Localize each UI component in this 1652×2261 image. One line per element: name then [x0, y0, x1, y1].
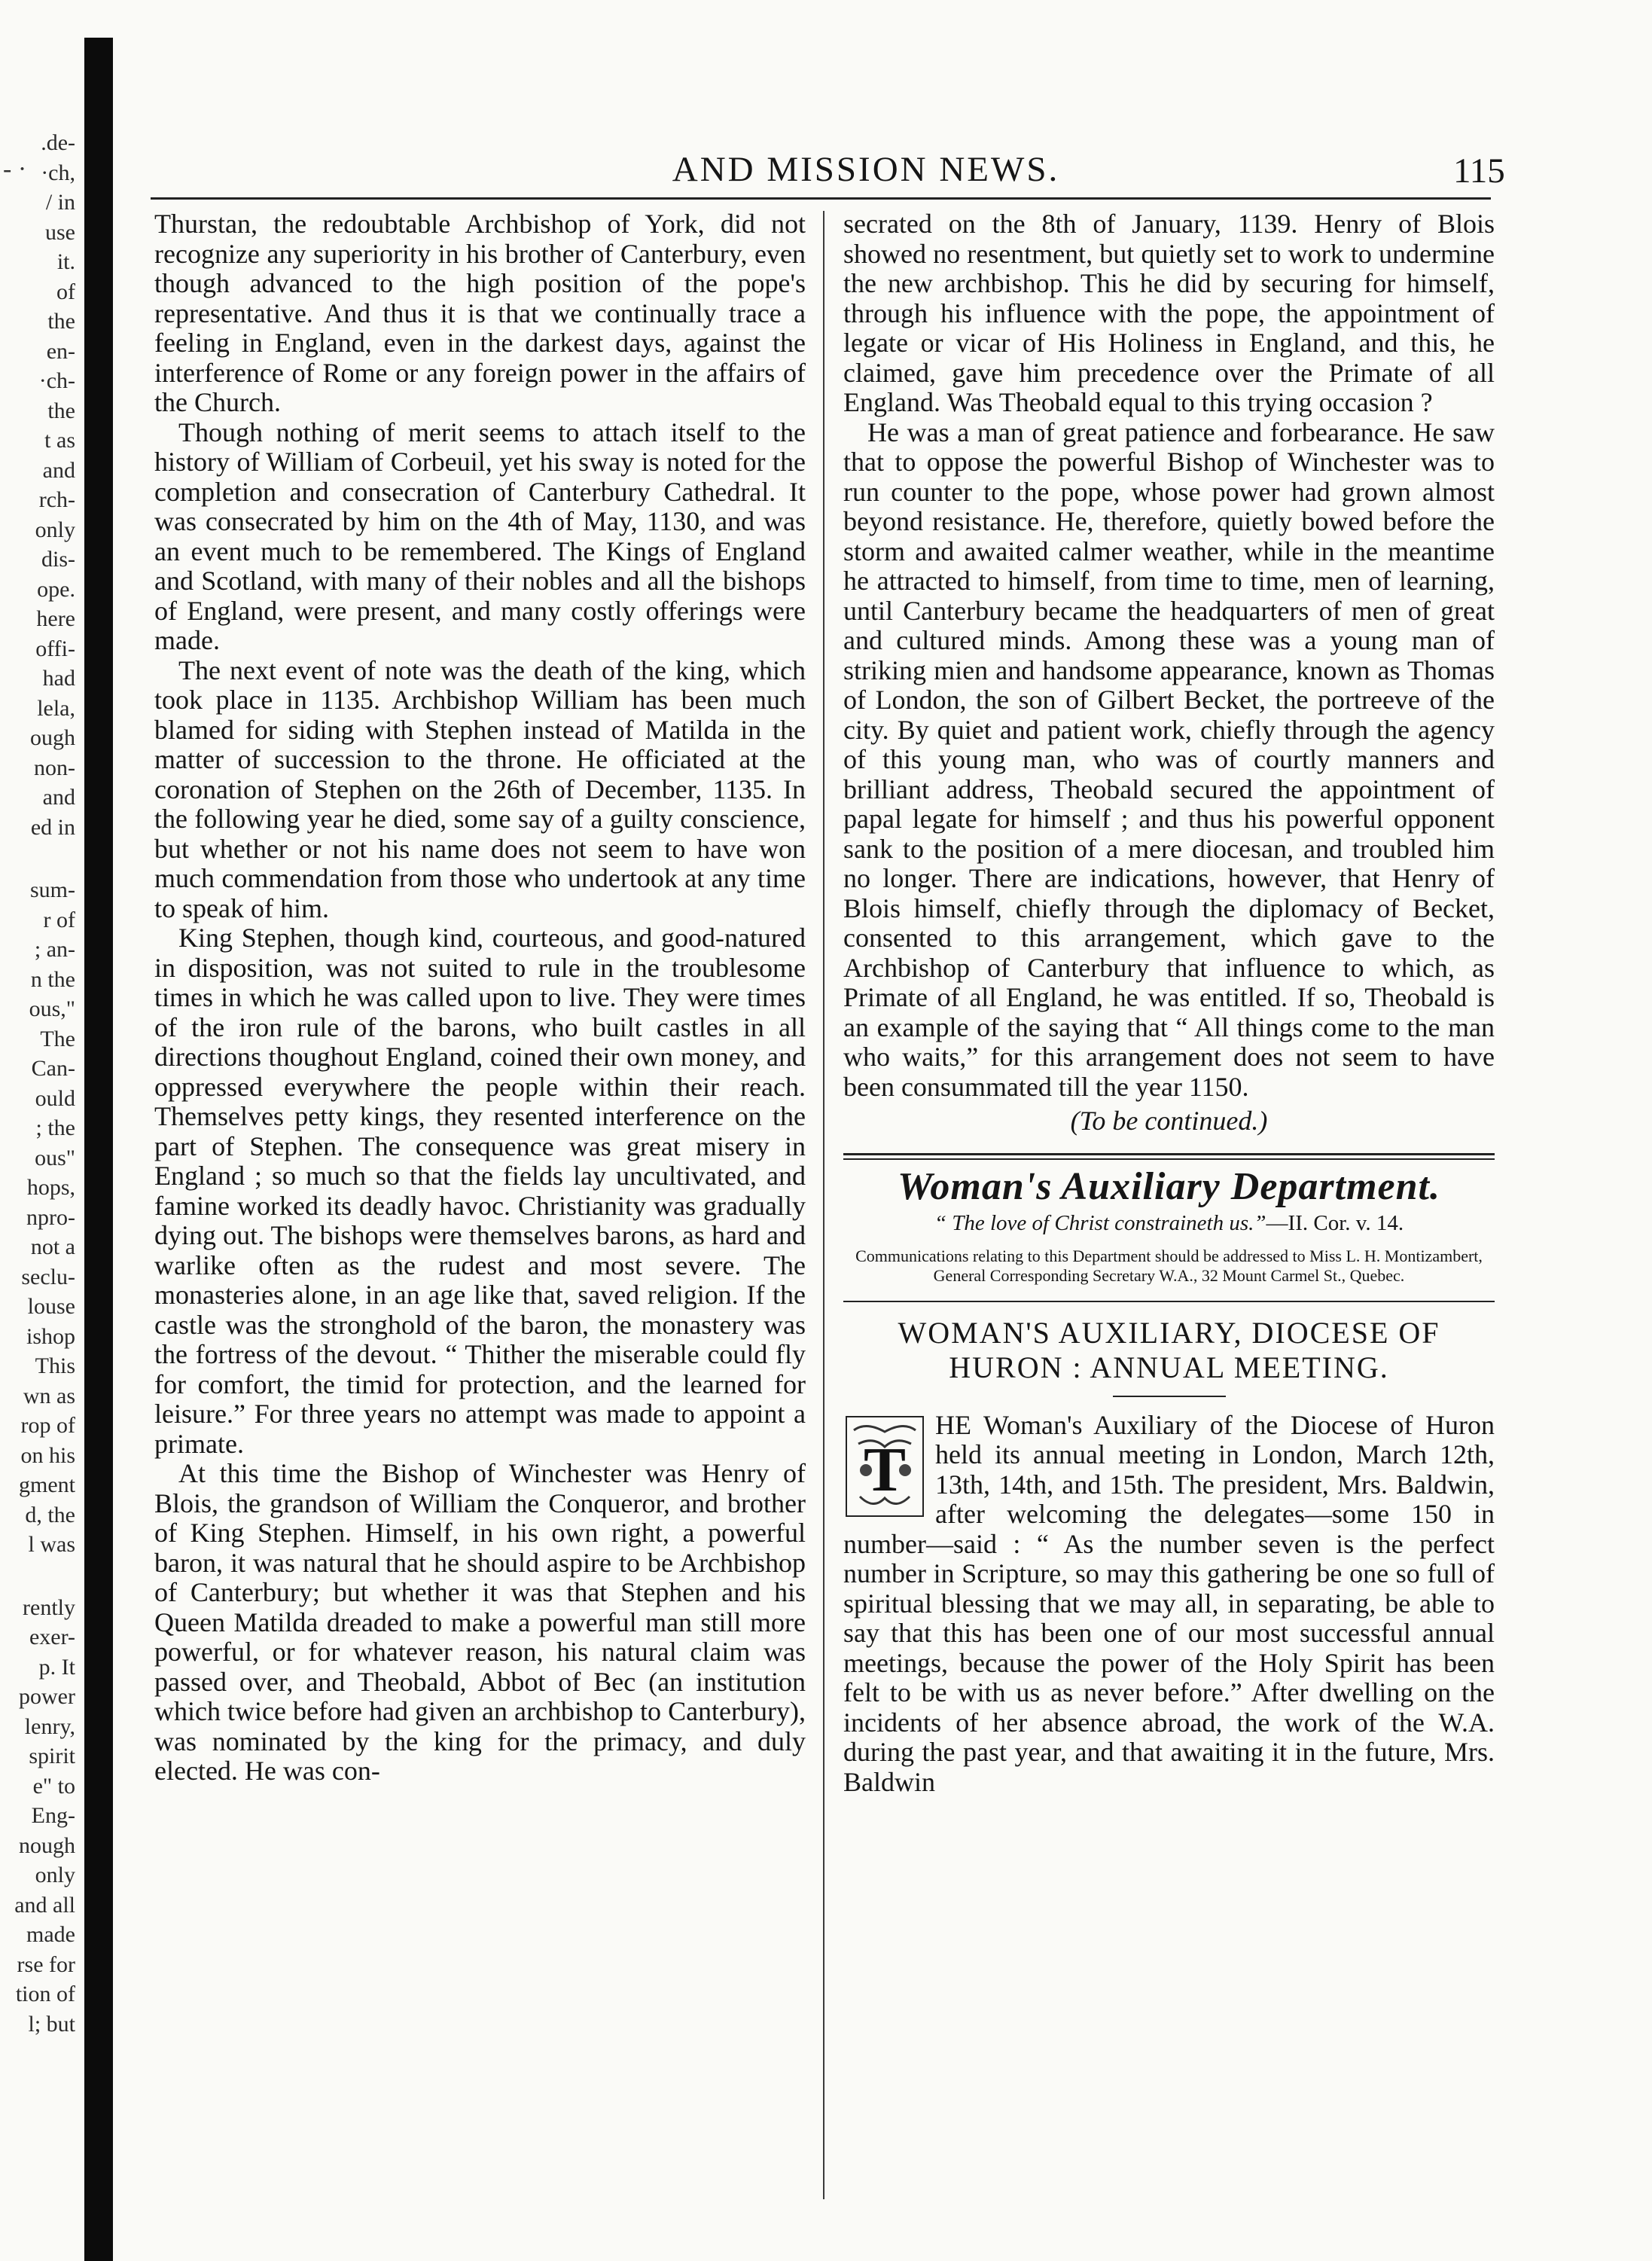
margin-fragment: l was: [28, 1532, 75, 1557]
margin-fragment: here: [36, 606, 75, 631]
department-title: Woman's Auxiliary Department.: [898, 1164, 1440, 1208]
margin-fragment: r of: [43, 907, 75, 932]
running-head: AND MISSION NEWS.: [672, 150, 1060, 189]
binding-edge: [84, 38, 113, 2261]
dropcap-ornament-icon: [843, 1414, 926, 1519]
margin-fragment: / in: [45, 190, 75, 215]
margin-fragment: rse for: [17, 1951, 75, 1977]
margin-fragment: only: [35, 517, 75, 542]
margin-fragment: wn as: [23, 1383, 75, 1408]
ornamental-dropcap: [843, 1414, 926, 1519]
department-motto: [843, 1209, 1495, 1239]
section-double-rule: [843, 1153, 1495, 1160]
margin-fragment: rch-: [38, 487, 75, 512]
margin-fragment: on his: [20, 1442, 75, 1468]
margin-fragment: ; the: [35, 1115, 75, 1140]
margin-fragment: hops,: [26, 1175, 75, 1200]
margin-fragment: power: [19, 1684, 75, 1709]
margin-fragment: sum-: [30, 877, 75, 902]
margin-fragment: had: [42, 666, 75, 691]
margin-mark: - ·: [3, 155, 27, 183]
dropcap-letter: T: [863, 1434, 907, 1505]
margin-gap: [0, 1560, 75, 1593]
department-note: Communications relating to this Department should be addressed to Miss L. H. Montizambert, General Corresponding Secretary W.A., 32 Mount Carmel St., Quebec.: [855, 1246, 1483, 1285]
column-divider: [823, 211, 824, 2199]
margin-fragment: ·ch,: [41, 160, 75, 185]
margin-fragment: the: [47, 398, 75, 423]
article-body: HE Woman's Auxiliary of the Diocese of Huron held its annual meeting in London, March 12th, 13th, 14th, and 15th. The president, Mrs. Baldwin, after welcoming the delegates—some 150 in number—said : “ As the number seven is the perfect number in Scripture, so may this gathering be one so full of spiritual blessing that we may all, in separating, be able to say that this has been one of our most successful annual meetings, because the power of the Holy Spirit has been felt to be with us as never before.” After dwelling on the incidents of her absence abroad, the work of the W.A. during the past year, and that awaiting it in the future, Mrs. Baldwin: [843, 1409, 1495, 1797]
margin-fragment: d, the: [25, 1502, 75, 1527]
margin-fragment: gment: [19, 1472, 75, 1497]
article-title: WOMAN'S AUXILIARY, DIOCESE OF HURON : ANNUAL MEETING.: [898, 1315, 1440, 1384]
margin-fragment: dis-: [41, 547, 75, 572]
paragraph: Thurstan, the redoubtable Archbishop of York, did not recognize any superiority in his brother of Canterbury, even though advanced to the high position of the pope's representative. And thus it is that we continually trace a feeling in England, even in the darkest days, against the interference of Rome or any foreign power in the affairs of the Church.: [154, 209, 806, 417]
margin-fragment: t as: [44, 428, 75, 453]
margin-fragment: The: [40, 1026, 75, 1051]
margin-fragment: not a: [30, 1234, 75, 1259]
margin-fragment: p. It: [38, 1654, 75, 1680]
margin-fragment: tion of: [15, 1982, 75, 2006]
margin-fragment: ishop: [26, 1323, 75, 1349]
header-rule: [151, 197, 1491, 200]
margin-fragment: ; an-: [34, 937, 75, 962]
margin-fragment: ed in: [30, 814, 75, 840]
margin-fragment: the: [47, 309, 75, 334]
paragraph: The next event of note was the death of the king, which took place in 1135. Archbishop William has been much blamed for siding with Stephen instead of Matilda in the matter of succession to the throne. He officiated at the coronation of Stephen on the 26th of December, 1135. In the following year he died, some say of a guilty conscience, but whether or not his name does not seem to have won much commendation from those who undertook at any time to speak of him.: [154, 654, 806, 923]
margin-fragment: e" to: [32, 1773, 75, 1799]
margin-spillover-text: [0, 128, 75, 2207]
motto-quote: “ The love of Christ constraineth us.”: [934, 1211, 1266, 1235]
margin-fragment: This: [35, 1353, 75, 1378]
margin-fragment: npro-: [26, 1204, 75, 1230]
margin-fragment: lenry,: [24, 1713, 75, 1739]
margin-fragment: ould: [35, 1085, 75, 1111]
margin-fragment: l; but: [28, 2011, 75, 2037]
margin-fragment: offi-: [35, 636, 75, 661]
margin-fragment: and all: [14, 1892, 75, 1918]
margin-fragment: it.: [56, 249, 75, 274]
margin-fragment: rop of: [20, 1413, 75, 1438]
right-column: [843, 209, 1495, 1797]
paragraph: Though nothing of merit seems to attach itself to the history of William of Corbeuil, yet his sway is noted for the completion and consecration of Canterbury Cathedral. It was consecrated by him on the 4th of May, 1130, and was an event much to be remembered. The Kings of England and Scotland, with many of their nobles and all the bishops of England, were present, and many costly offerings were made.: [154, 416, 806, 655]
margin-fragment: louse: [27, 1294, 75, 1319]
margin-fragment: of: [56, 279, 75, 304]
margin-fragment: exer-: [29, 1625, 75, 1649]
margin-fragment: non-: [34, 755, 75, 780]
paragraph: King Stephen, though kind, courteous, and good-natured in disposition, was not suited to rule in the troublesome times in which he was called upon to live. They were times of the iron rule of the barons, who built castles in all directions thoughout England, coined their own money, and oppressed everywhere the people within their reach. Themselves petty kings, they resented interference on the part of Stephen. The consequence was great misery in England ; so much so that the fields lay uncultivated, and famine worked its deadly havoc. Christianity was gradually dying out. The bishops were themselves barons, as hard and warlike often as the rudest and most severe. The monasteries alone, in an age like that, saved religion. If the castle was the stronghold of the baron, the monastery was the fortress of the devout. “ Thither the miserable could fly for comfort, the timid for protection, and the learned for leisure.” For three years no attempt was made to appoint a primate.: [154, 923, 806, 1459]
margin-fragment: made: [26, 1922, 75, 1947]
margin-fragment: lela,: [37, 695, 75, 721]
page-number: 115: [1453, 151, 1505, 191]
margin-fragment: ous,": [29, 996, 75, 1021]
margin-fragment: n the: [30, 966, 75, 992]
margin-fragment: spirit: [29, 1744, 75, 1768]
margin-fragment: en-: [46, 338, 75, 364]
margin-fragment: ous": [35, 1145, 75, 1170]
margin-fragment: seclu-: [21, 1264, 75, 1289]
margin-gap: [0, 842, 75, 875]
margin-fragment: ough: [30, 725, 75, 750]
margin-fragment: ·ch-: [38, 368, 75, 393]
paragraph: secrated on the 8th of January, 1139. Henry of Blois showed no resentment, but quietly set to work to undermine the new archbishop. This he did by securing for himself, through his influence with the pope, the appointment of legate or vicar of His Holiness in England, and this, he claimed, gave him precedence over the Primate of all England. Was Theobald equal to this trying occasion ?: [843, 209, 1495, 417]
motto-reference: —II. Cor. v. 14.: [1266, 1211, 1404, 1235]
paragraph: At this time the Bishop of Winchester was Henry of Blois, the grandson of William the Conqueror, and brother of King Stephen. Himself, in his own right, a powerful baron, it was natural that he should aspire to be Archbishop of Canterbury; but whether it was that Stephen and his Queen Matilda dreaded to make a powerful man still more powerful, or for whatever reason, his natural claim was passed over, and Theobald, Abbot of Bec (an institution which twice before had given an archbishop to Canterbury), was nominated by the king for the primacy, and duly elected. He was con-: [154, 1458, 806, 1786]
margin-fragment: nough: [19, 1832, 75, 1858]
margin-fragment: and: [42, 785, 75, 810]
article-paragraph: [843, 1411, 1495, 1798]
margin-fragment: Eng-: [31, 1803, 75, 1828]
margin-fragment: Can-: [31, 1056, 75, 1081]
margin-fragment: .de-: [41, 130, 75, 155]
section-rule: [843, 1301, 1495, 1302]
margin-fragment: rently: [23, 1594, 75, 1620]
paragraph: He was a man of great patience and forbearance. He saw that to oppose the powerful Bishop of Winchester was to run counter to the pope, whose power had grown almost beyond resistance. He, therefore, quietly bowed before the storm and awaited calmer weather, while in the meantime he attracted to himself, from time to time, men of learning, until Canterbury became the headquarters of men of great and cultured minds. Among these was a young man of striking mien and handsome appearance, known as Thomas of London, the son of Gilbert Becket, the portreeve of the city. By quiet and patient work, chiefly through the agency of this young man, who was of courtly manners and brilliant address, Theobald secured the appointment of papal legate for himself ; and thus his powerful opponent sank to the position of a mere diocesan, and troubled him no longer. There are indications, however, that Henry of Blois himself, chiefly through the diplomacy of Becket, consented to this arrangement, which gave to the Archbishop of Canterbury that influence to which, as Primate of all England, he was entitled. If so, Theobald is an example of the saying that “ All things come to the man who waits,” for this arrangement does not seem to have been consummated till the year 1150.: [843, 416, 1495, 1102]
left-column: [154, 209, 806, 1787]
margin-fragment: use: [45, 219, 75, 245]
to-be-continued: (To be continued.): [1070, 1106, 1268, 1136]
margin-fragment: ope.: [37, 576, 75, 602]
margin-fragment: and: [42, 457, 75, 483]
margin-fragment: only: [35, 1863, 75, 1887]
title-rule: [1113, 1396, 1226, 1397]
